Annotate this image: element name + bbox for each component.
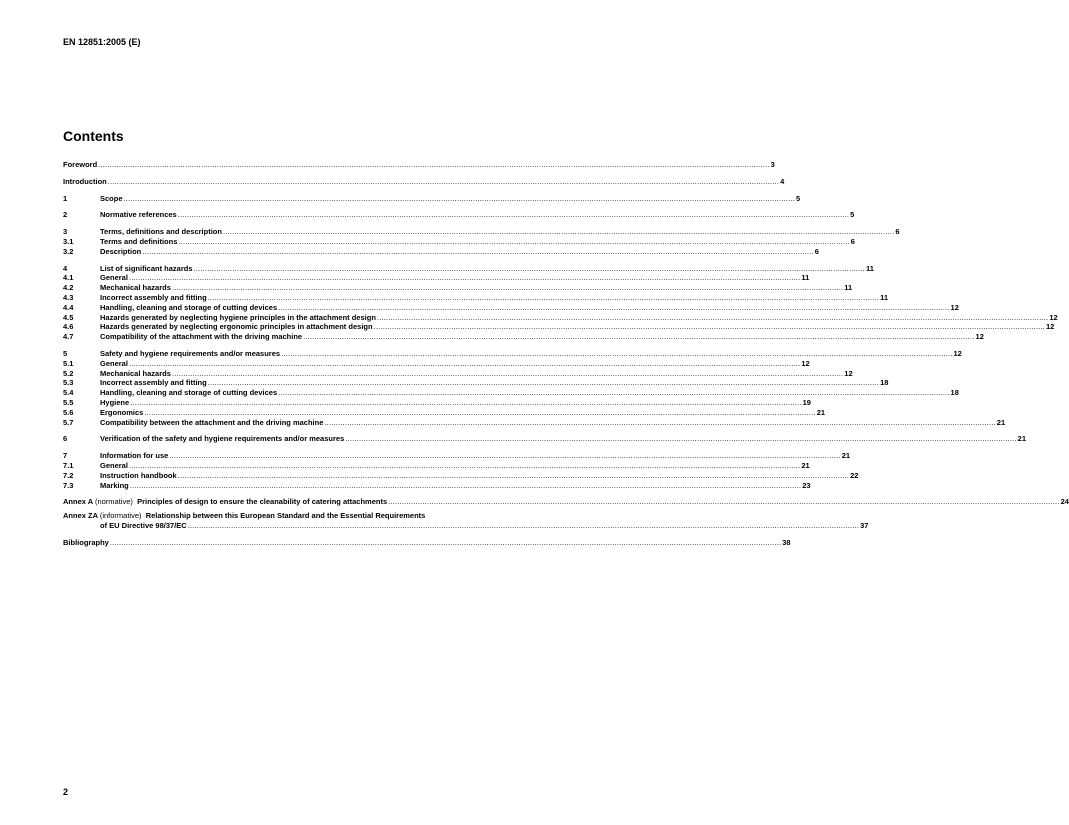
- toc-entry-annex-za[interactable]: [63, 511, 565, 521]
- page-title: Contents: [63, 128, 124, 144]
- toc-entry-4-4[interactable]: 4.4 Handling, cleaning and storage of cutting devices ..... 12: [63, 303, 565, 313]
- toc-entry-5[interactable]: 5 Safety and hygiene requirements and/or measures ..... 12: [63, 349, 565, 359]
- toc-entry-5-3[interactable]: 5.3 Incorrect assembly and fitting ..... 18: [63, 378, 565, 388]
- annex-za-type: (informative): [99, 511, 142, 521]
- toc-entry-3-2[interactable]: 3.2 Description ..... 6: [63, 247, 565, 257]
- page-number: 2: [63, 787, 69, 797]
- table-of-contents: [63, 160, 1069, 548]
- annex-za-title: Relationship between this European Standard and the Essential Requirements: [145, 511, 426, 521]
- annex-za-title-cont: of EU Directive 98/37/EC: [100, 521, 187, 531]
- annex-za-prefix: Annex ZA: [63, 511, 98, 521]
- toc-entry-bibliography[interactable]: Bibliography ..... 38: [63, 538, 565, 548]
- toc-entry-5-2[interactable]: 5.2 Mechanical hazards ..... 12: [63, 369, 565, 379]
- annex-a-type: (normative): [94, 497, 133, 507]
- toc-entry-5-1[interactable]: 5.1 General ..... 12: [63, 359, 565, 369]
- toc-entry-foreword[interactable]: Foreword ..... 3: [63, 160, 565, 170]
- toc-entry-4-7[interactable]: 4.7 Compatibility of the attachment with the driving machine ..... 12: [63, 332, 565, 342]
- toc-entry-3-1[interactable]: 3.1 Terms and definitions ..... 6: [63, 237, 565, 247]
- toc-entry-6[interactable]: 6 Verification of the safety and hygiene requirements and/or measures ..... 21: [63, 434, 565, 444]
- toc-entry-5-7[interactable]: 5.7 Compatibility between the attachment and the driving machine ..... 21: [63, 418, 565, 428]
- toc-entry-7-3[interactable]: 7.3 Marking ..... 23: [63, 481, 565, 491]
- toc-entry-4[interactable]: 4 List of significant hazards ..... 11: [63, 264, 565, 274]
- toc-entry-5-5[interactable]: 5.5 Hygiene ..... 19: [63, 398, 565, 408]
- toc-entry-2[interactable]: 2 Normative references ..... 5: [63, 210, 565, 220]
- toc-entry-7-2[interactable]: 7.2 Instruction handbook ..... 22: [63, 471, 565, 481]
- toc-entry-4-5[interactable]: 4.5 Hazards generated by neglecting hygiene principles in the attachment design ..... 12: [63, 313, 565, 323]
- annex-a-title: Principles of design to ensure the cleanability of catering attachments: [137, 497, 388, 507]
- annex-a-prefix: Annex A: [63, 497, 93, 507]
- toc-entry-annex-za-cont[interactable]: of EU Directive 98/37/EC ..... 37: [63, 521, 565, 531]
- toc-entry-7[interactable]: 7 Information for use ..... 21: [63, 451, 565, 461]
- toc-entry-5-6[interactable]: 5.6 Ergonomics ..... 21: [63, 408, 565, 418]
- toc-entry-introduction[interactable]: Introduction ..... 4: [63, 177, 565, 187]
- toc-entry-4-3[interactable]: 4.3 Incorrect assembly and fitting ..... 11: [63, 293, 565, 303]
- toc-entry-5-4[interactable]: 5.4 Handling, cleaning and storage of cutting devices ..... 18: [63, 388, 565, 398]
- toc-entry-annex-a[interactable]: Annex A (normative) Principles of design to ensure the cleanability of catering attachments ..... 24: [63, 497, 565, 507]
- toc-entry-7-1[interactable]: 7.1 General ..... 21: [63, 461, 565, 471]
- toc-entry-4-2[interactable]: 4.2 Mechanical hazards ..... 11: [63, 283, 565, 293]
- toc-entry-4-6[interactable]: 4.6 Hazards generated by neglecting ergonomic principles in attachment design ..... 12: [63, 322, 565, 332]
- toc-entry-1[interactable]: 1 Scope ..... 5: [63, 194, 565, 204]
- document-identifier: EN 12851:2005 (E): [63, 37, 141, 47]
- toc-entry-4-1[interactable]: 4.1 General ..... 11: [63, 273, 565, 283]
- toc-entry-3[interactable]: 3 Terms, definitions and description ..... 6: [63, 227, 565, 237]
